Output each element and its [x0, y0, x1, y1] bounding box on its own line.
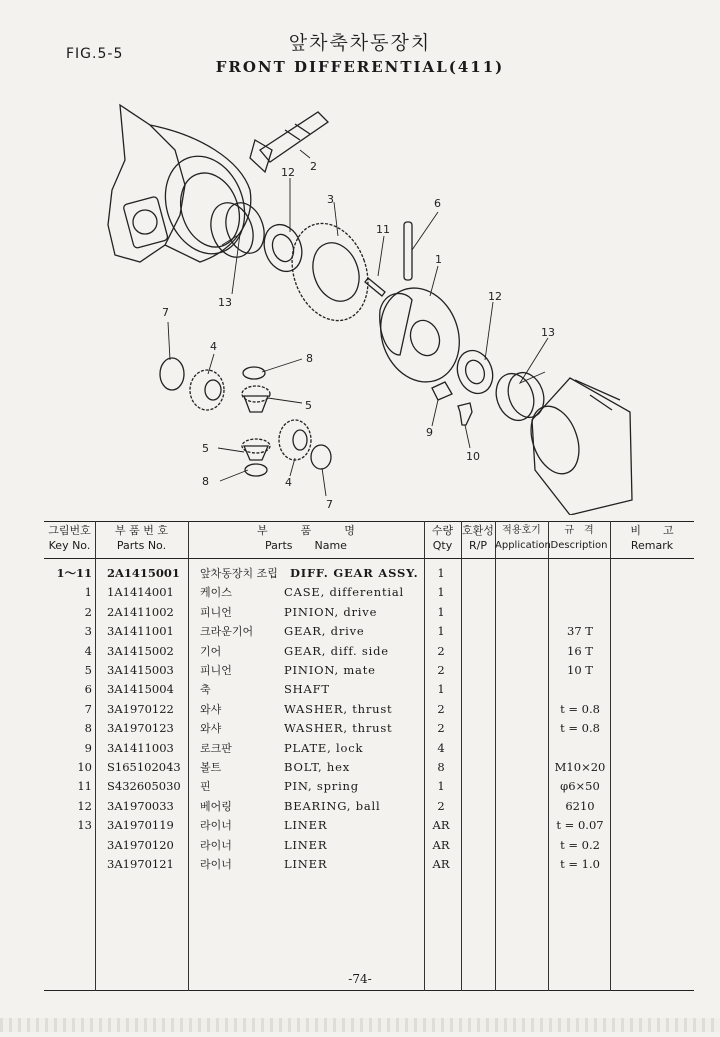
table-row: [44, 680, 694, 699]
parts-no-cell: 3A1970121: [107, 857, 174, 871]
table-row: [44, 642, 694, 661]
korean-name-cell: 라이너: [200, 838, 232, 852]
table-row: [44, 700, 694, 719]
description-cell: [550, 680, 610, 699]
key-cell: 9: [84, 740, 92, 755]
description-cell: M10×20: [554, 760, 606, 774]
callout-5-right: 5: [305, 399, 312, 412]
bearing-upper: [258, 219, 308, 276]
korean-name-cell: 볼트: [200, 761, 222, 774]
thrust-washer-right: [311, 445, 331, 469]
title-korean: 앞차축차동장치: [288, 32, 432, 54]
header-qty: 수량 Qty: [431, 524, 454, 552]
table-row: [44, 603, 694, 622]
table-top-rule: [44, 521, 694, 522]
shaft: [404, 222, 412, 280]
english-name-cell: WASHER, thrust: [284, 701, 393, 716]
description-cell: t = 0.07: [556, 818, 604, 833]
table-row: [44, 816, 694, 835]
key-cell: 1～11: [56, 566, 92, 580]
parts-no-cell: 3A1970120: [107, 837, 174, 852]
parts-no-cell: 3A1415003: [107, 663, 174, 677]
hex-bolt: [458, 403, 472, 425]
header-parts-no: 부 품 번 호 Parts No.: [115, 524, 168, 552]
callout-8-lower: 8: [202, 475, 209, 488]
table-row: [44, 661, 694, 680]
key-cell: 8: [84, 721, 92, 736]
qty-cell: 1: [437, 624, 445, 639]
callout-8-upper: 8: [306, 352, 313, 365]
parts-no-cell: 3A1411001: [107, 624, 174, 639]
callout-4-lower: 4: [285, 476, 292, 489]
korean-name-cell: 베어링: [200, 799, 232, 813]
korean-name-cell: 축: [200, 683, 211, 697]
header-rule: [44, 558, 694, 559]
korean-name-cell: 핀: [200, 780, 211, 794]
english-name-cell: WASHER, thrust: [284, 721, 393, 736]
description-cell: t = 0.2: [560, 837, 600, 852]
parts-no-cell: 3A1970123: [107, 721, 174, 736]
qty-cell: AR: [432, 837, 450, 852]
parts-no-cell: 3A1411003: [107, 740, 174, 755]
qty-cell: 2: [437, 663, 445, 677]
parts-no-cell: 3A1415002: [107, 643, 174, 658]
key-cell: 7: [84, 701, 92, 716]
axle-housing-left: [108, 105, 258, 265]
key-cell: 3: [84, 624, 92, 639]
parts-no-cell: 2A1411002: [107, 604, 174, 619]
pinion-mate-lower: [242, 439, 270, 460]
korean-name-cell: 크라운기어: [200, 625, 254, 639]
description-cell: φ6×50: [560, 779, 600, 794]
callout-9: 9: [426, 426, 433, 439]
table-row: [44, 836, 694, 855]
description-cell: 16 T: [567, 643, 593, 658]
description-cell: [550, 583, 610, 602]
description-cell: t = 0.8: [560, 721, 600, 736]
parts-no-cell: 3A1415004: [107, 682, 174, 697]
description-cell: t = 1.0: [560, 857, 600, 871]
key-cell: [44, 836, 92, 855]
callout-11: 11: [376, 223, 390, 236]
english-name-cell: LINER: [284, 857, 328, 871]
english-name-cell: BOLT, hex: [284, 760, 350, 774]
callout-12-upper: 12: [281, 166, 295, 179]
ring-gear: [279, 213, 381, 332]
lock-plate: [432, 382, 452, 400]
side-gear-left: [190, 370, 224, 410]
english-name-cell: BEARING, ball: [284, 798, 381, 813]
english-name-cell: PINION, drive: [284, 604, 378, 619]
qty-cell: 8: [437, 760, 445, 774]
korean-name-cell: 기어: [200, 644, 222, 658]
figure-reference: FIG.5-5: [66, 46, 124, 62]
key-cell: 6: [84, 682, 92, 697]
callout-10: 10: [466, 450, 480, 463]
title-english: FRONT DIFFERENTIAL(411): [215, 58, 505, 76]
parts-no-cell: 1A1414001: [107, 585, 174, 600]
thrust-washer-left: [160, 358, 184, 390]
english-name-cell: LINER: [284, 837, 328, 852]
description-cell: 37 T: [567, 624, 593, 639]
pinion-mate-upper: [242, 386, 270, 412]
qty-cell: 2: [437, 721, 445, 736]
description-cell: 10 T: [567, 663, 593, 677]
key-cell: 10: [77, 760, 92, 774]
english-name-cell: CASE, differential: [284, 585, 404, 600]
table-bottom-rule: [44, 990, 694, 991]
description-cell: [550, 603, 610, 622]
english-name-cell: GEAR, diff. side: [284, 643, 389, 658]
table-row: [44, 583, 694, 602]
korean-name-cell: 피니언: [200, 605, 232, 619]
qty-cell: 2: [437, 701, 445, 716]
key-cell: 2: [84, 604, 92, 619]
qty-cell: 4: [437, 740, 445, 755]
parts-no-cell: S165102043: [107, 760, 181, 774]
liner-right: [490, 368, 550, 426]
thrust-washer-lower: [245, 464, 267, 476]
english-name-cell: LINER: [284, 818, 328, 833]
header-description: 규 격 Description: [550, 525, 608, 551]
qty-cell: AR: [432, 818, 450, 833]
table-row: [44, 758, 694, 777]
axle-housing-right: [522, 378, 632, 515]
header-rp: 호환성 R/P: [462, 524, 494, 552]
key-cell: 11: [77, 779, 92, 794]
parts-table: [44, 521, 694, 991]
key-cell: 13: [77, 818, 92, 833]
header-application: 적용호기 Application: [495, 525, 551, 551]
parts-no-cell: 3A1970033: [107, 798, 174, 813]
korean-name-cell: 피니언: [200, 664, 232, 677]
qty-cell: 2: [437, 643, 445, 658]
callout-7-lower: 7: [326, 498, 333, 511]
english-name-cell: PLATE, lock: [284, 740, 364, 755]
qty-cell: 1: [437, 604, 445, 619]
parts-no-cell: 3A1970122: [107, 701, 174, 716]
english-name-cell: SHAFT: [284, 682, 330, 697]
key-cell: 1: [84, 585, 92, 600]
key-cell: 4: [84, 643, 92, 658]
description-cell: [550, 739, 610, 758]
callout-13-right: 13: [541, 326, 555, 339]
qty-cell: 1: [437, 566, 445, 580]
table-row: [44, 777, 694, 796]
callout-7-left: 7: [162, 306, 169, 319]
english-name-cell: DIFF. GEAR ASSY.: [290, 566, 419, 580]
parts-no-cell: 3A1970119: [107, 818, 174, 833]
callout-1: 1: [435, 253, 442, 266]
table-row: [44, 564, 694, 583]
description-cell: 6210: [565, 798, 595, 813]
parts-no-cell: 2A1415001: [107, 566, 180, 580]
table-row: [44, 797, 694, 816]
callout-2: 2: [310, 160, 317, 173]
key-cell: 12: [77, 798, 92, 813]
page-number: -74-: [348, 972, 372, 986]
qty-cell: 2: [437, 798, 445, 813]
table-row: [44, 855, 694, 874]
korean-name-cell: 와샤: [200, 722, 222, 736]
english-name-cell: PINION, mate: [284, 663, 376, 677]
callout-5-left: 5: [202, 442, 209, 455]
qty-cell: 1: [437, 585, 445, 600]
korean-name-cell: 로크판: [200, 741, 232, 755]
exploded-parts-diagram: [0, 90, 720, 515]
header-parts-name: 부 품 명 Parts Name: [257, 524, 355, 552]
korean-name-cell: 라이너: [200, 858, 232, 871]
english-name-cell: PIN, spring: [284, 779, 359, 794]
korean-name-cell: 와샤: [200, 702, 222, 716]
thrust-washer-upper: [243, 367, 265, 379]
key-cell: 5: [84, 663, 92, 677]
english-name-cell: GEAR, drive: [284, 624, 365, 639]
korean-name-cell: 앞차동장치 조립: [200, 567, 278, 580]
header-key: 그림번호 Key No.: [48, 524, 91, 552]
qty-cell: 1: [437, 779, 445, 794]
callout-12-right: 12: [488, 290, 502, 303]
callout-3: 3: [327, 193, 334, 206]
korean-name-cell: 케이스: [200, 586, 232, 600]
side-gear-right: [279, 420, 311, 460]
header-remark: 비 고 Remark: [630, 524, 674, 552]
callout-4-left: 4: [210, 340, 217, 353]
qty-cell: AR: [432, 857, 450, 871]
parts-no-cell: S432605030: [107, 779, 181, 794]
table-row: [44, 622, 694, 641]
scan-edge: [0, 1018, 720, 1032]
key-cell: [44, 855, 92, 874]
korean-name-cell: 라이너: [200, 819, 232, 833]
table-row: [44, 719, 694, 738]
callout-6: 6: [434, 197, 441, 210]
description-cell: [550, 564, 610, 583]
callout-13-upper: 13: [218, 296, 232, 309]
description-cell: t = 0.8: [560, 701, 600, 716]
table-row: [44, 739, 694, 758]
qty-cell: 1: [437, 682, 445, 697]
